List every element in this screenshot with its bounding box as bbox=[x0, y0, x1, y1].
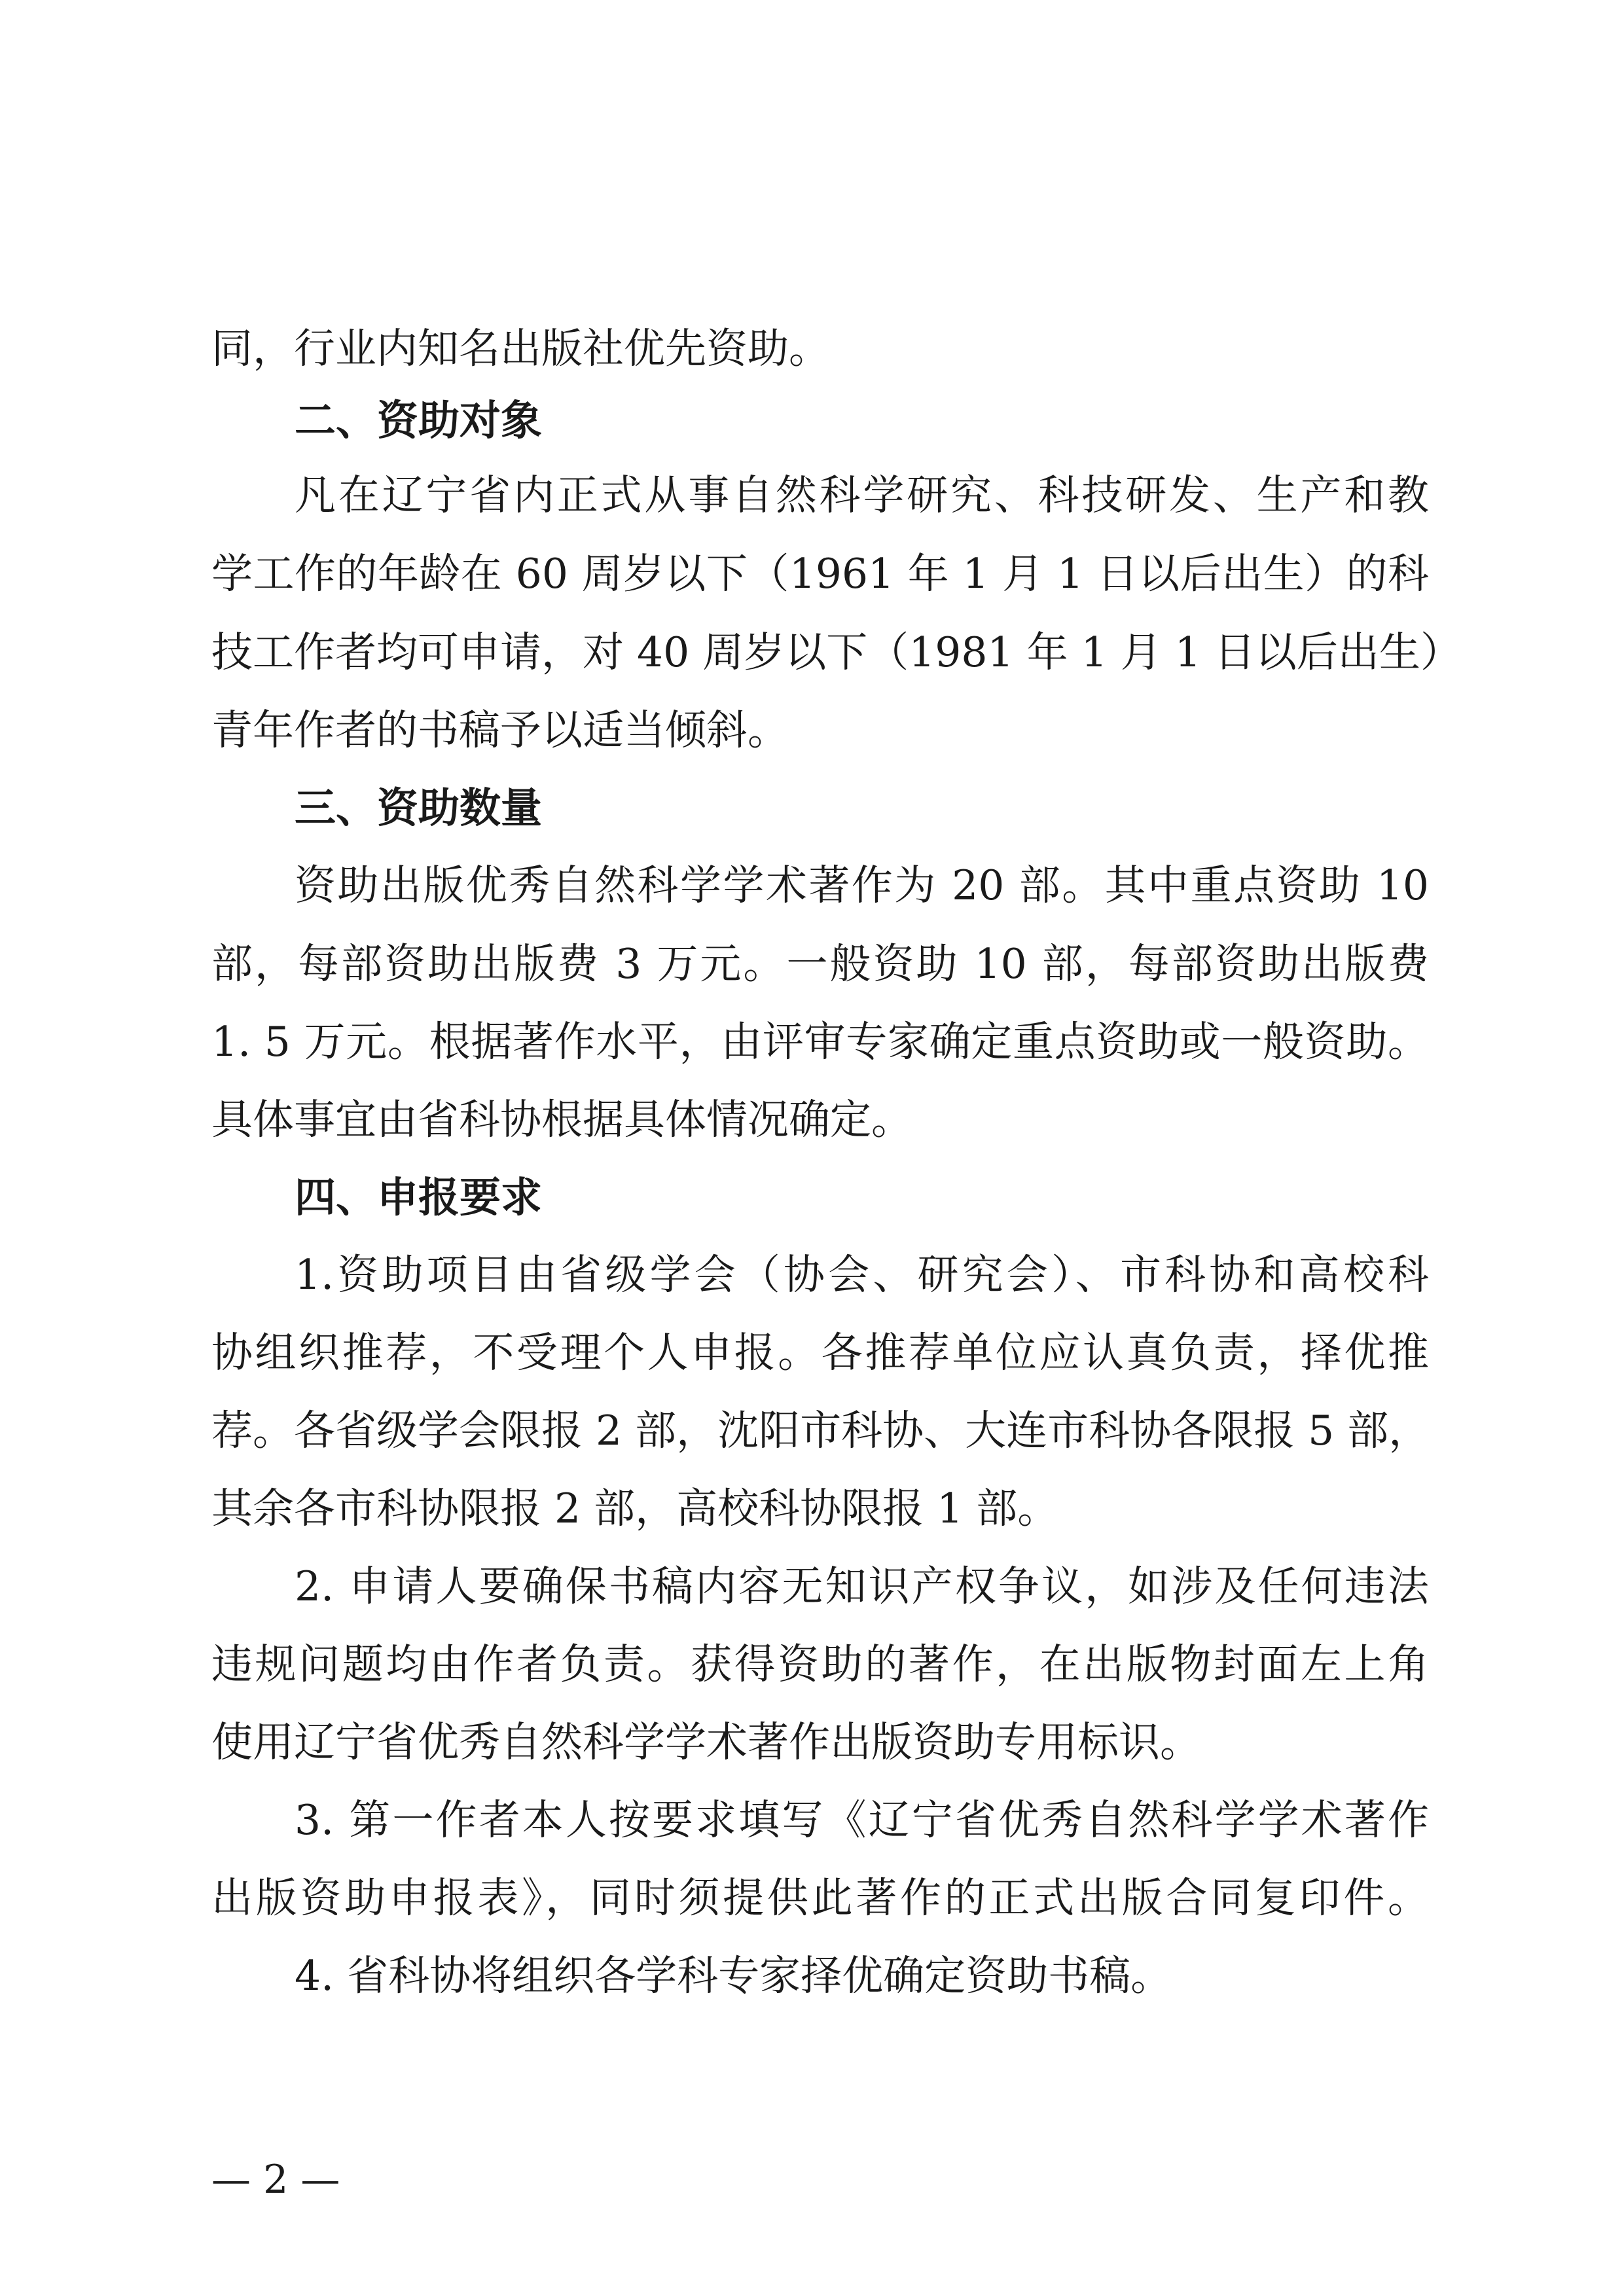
paragraph-line: 2. 申请人要确保书稿内容无知识产权争议，如涉及任何违法 bbox=[295, 1562, 1429, 1610]
paragraph-line: 资助出版优秀自然科学学术著作为 20 部。其中重点资助 10 bbox=[295, 861, 1429, 909]
section-heading-funding-target: 二、资助对象 bbox=[295, 397, 542, 444]
paragraph-line: 凡在辽宁省内正式从事自然科学研究、科技研发、生产和教 bbox=[295, 471, 1429, 519]
paragraph-line: 部，每部资助出版费 3 万元。一般资助 10 部，每部资助出版费 bbox=[211, 940, 1429, 988]
paragraph-line: 违规问题均由作者负责。获得资助的著作，在出版物封面左上角 bbox=[211, 1640, 1429, 1688]
paragraph-line: 技工作者均可申请，对 40 周岁以下（1981 年 1 月 1 日以后出生） bbox=[211, 628, 1462, 676]
paragraph-line: 1.资助项目由省级学会（协会、研究会）、市科协和高校科 bbox=[295, 1251, 1429, 1299]
paragraph-line: 3. 第一作者本人按要求填写《辽宁省优秀自然科学学术著作 bbox=[295, 1796, 1429, 1844]
paragraph-line: 学工作的年龄在 60 周岁以下（1961 年 1 月 1 日以后出生）的科 bbox=[211, 550, 1429, 598]
paragraph-line: 1. 5 万元。根据著作水平，由评审专家确定重点资助或一般资助。 bbox=[211, 1018, 1429, 1066]
paragraph-line: 出版资助申报表》，同时须提供此著作的正式出版合同复印件。 bbox=[211, 1874, 1429, 1922]
paragraph-line: 使用辽宁省优秀自然科学学术著作出版资助专用标识。 bbox=[211, 1718, 1201, 1766]
section-heading-funding-amount: 三、资助数量 bbox=[295, 784, 542, 832]
paragraph-line: 具体事宜由省科协根据具体情况确定。 bbox=[211, 1096, 912, 1144]
section-heading-application-requirements: 四、申报要求 bbox=[295, 1174, 542, 1221]
paragraph-line: 其余各市科协限报 2 部，高校科协限报 1 部。 bbox=[211, 1485, 1059, 1532]
page-number: — 2 — bbox=[211, 2157, 340, 2203]
paragraph-line: 4. 省科协将组织各学科专家择优确定资助书稿。 bbox=[295, 1952, 1172, 2000]
continuation-line: 同，行业内知名出版社优先资助。 bbox=[211, 325, 830, 372]
paragraph-line: 协组织推荐，不受理个人申报。各推荐单位应认真负责，择优推 bbox=[211, 1329, 1429, 1377]
paragraph-line: 青年作者的书稿予以适当倾斜。 bbox=[211, 706, 789, 754]
paragraph-line: 荐。各省级学会限报 2 部，沈阳市科协、大连市科协各限报 5 部， bbox=[211, 1407, 1430, 1454]
